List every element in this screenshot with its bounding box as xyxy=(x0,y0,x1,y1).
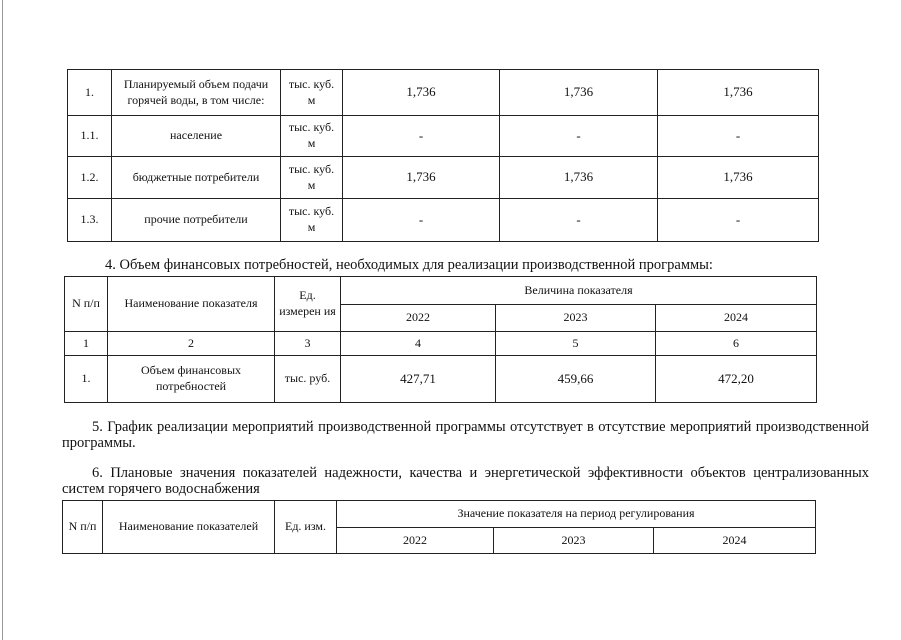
column-number: 1 xyxy=(65,332,108,356)
column-number: 3 xyxy=(275,332,341,356)
header-number: N п/п xyxy=(65,277,108,332)
reliability-indicators-table xyxy=(62,500,816,554)
row-number: 1.2. xyxy=(68,157,112,199)
unit-cell: тыс. руб. xyxy=(275,356,341,403)
financial-needs-table xyxy=(64,276,817,403)
header-year: 2022 xyxy=(341,305,496,332)
header-name: Наименование показателя xyxy=(108,277,275,332)
value-2023: 1,736 xyxy=(500,70,658,116)
indicator-name: Объем финансовых потребностей xyxy=(108,356,275,403)
header-value: Величина показателя xyxy=(341,277,817,305)
value-2023: 459,66 xyxy=(496,356,656,403)
indicator-name: Планируемый объем подачи горячей воды, в том числе: xyxy=(112,70,281,116)
column-number: 5 xyxy=(496,332,656,356)
header-year: 2023 xyxy=(494,528,654,554)
section-4-heading: 4. Объем финансовых потребностей, необходимых для реализации производственной программы: xyxy=(105,257,713,273)
value-2024: - xyxy=(658,116,819,157)
value-2024: 472,20 xyxy=(656,356,817,403)
column-number: 4 xyxy=(341,332,496,356)
column-number: 2 xyxy=(108,332,275,356)
row-number: 1.1. xyxy=(68,116,112,157)
column-number: 6 xyxy=(656,332,817,356)
header-number: N п/п xyxy=(63,501,103,554)
value-2022: - xyxy=(343,199,500,242)
section-6-paragraph: 6. Плановые значения показателей надежности, качества и энергетической эффективности объектов централизованных систем горячего водоснабжения xyxy=(62,465,869,497)
value-2024: - xyxy=(658,199,819,242)
indicator-name: бюджетные потребители xyxy=(112,157,281,199)
column-number-row xyxy=(65,332,817,356)
value-2022: 1,736 xyxy=(343,70,500,116)
value-2022: 427,71 xyxy=(341,356,496,403)
value-2022: 1,736 xyxy=(343,157,500,199)
section-5-paragraph: 5. График реализации мероприятий производственной программы отсутствует в отсутствие мероприятий производственной программы. xyxy=(62,419,869,451)
unit-cell: тыс. куб. м xyxy=(281,116,343,157)
table-header-row xyxy=(65,277,817,305)
header-unit: Ед. измерен ия xyxy=(275,277,341,332)
unit-cell: тыс. куб. м xyxy=(281,199,343,242)
table-header-row xyxy=(63,501,816,528)
value-2024: 1,736 xyxy=(658,70,819,116)
indicator-name: население xyxy=(112,116,281,157)
unit-cell: тыс. куб. м xyxy=(281,70,343,116)
table-row xyxy=(68,199,819,242)
indicator-name: прочие потребители xyxy=(112,199,281,242)
unit-cell: тыс. куб. м xyxy=(281,157,343,199)
value-2023: 1,736 xyxy=(500,157,658,199)
header-value: Значение показателя на период регулирования xyxy=(337,501,816,528)
header-year: 2023 xyxy=(496,305,656,332)
value-2023: - xyxy=(500,199,658,242)
water-volume-table xyxy=(67,69,819,242)
header-year: 2024 xyxy=(656,305,817,332)
value-2024: 1,736 xyxy=(658,157,819,199)
page-edge xyxy=(2,0,3,640)
table-row xyxy=(68,70,819,116)
header-name: Наименование показателей xyxy=(103,501,275,554)
table-row xyxy=(65,356,817,403)
header-year: 2024 xyxy=(654,528,816,554)
table-row xyxy=(68,116,819,157)
value-2023: - xyxy=(500,116,658,157)
table-row xyxy=(68,157,819,199)
row-number: 1.3. xyxy=(68,199,112,242)
row-number: 1. xyxy=(68,70,112,116)
value-2022: - xyxy=(343,116,500,157)
header-unit: Ед. изм. xyxy=(275,501,337,554)
row-number: 1. xyxy=(65,356,108,403)
header-year: 2022 xyxy=(337,528,494,554)
